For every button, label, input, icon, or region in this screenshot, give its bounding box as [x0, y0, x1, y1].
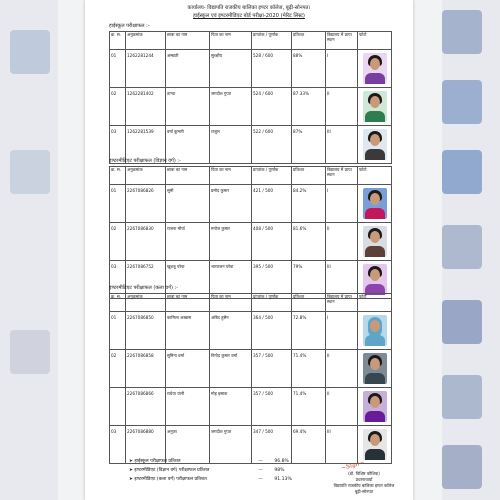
cell-rank: III [326, 261, 358, 299]
summary-value: 98% [274, 468, 285, 473]
cell-father: सुरक्षीय [210, 50, 252, 88]
cell-percent: 72.8% [292, 312, 326, 350]
arts-table [109, 293, 392, 464]
cell-percent: 79% [292, 261, 326, 299]
table-row [110, 350, 392, 388]
cell-name: अनुज़ा [166, 426, 210, 464]
col-header-roll: अनुक्रमांक [126, 32, 166, 50]
summary-dash: — [258, 468, 263, 473]
cell-marks: 395 / 500 [252, 261, 292, 299]
cell-rank: I [326, 312, 358, 350]
cell-name: राधेया यानी [166, 388, 210, 426]
background-photo-thumb [442, 80, 482, 124]
cell-marks: 357 / 500 [252, 350, 292, 388]
table-header-row [110, 294, 392, 312]
cell-photo [358, 126, 392, 164]
student-photo [363, 315, 387, 346]
summary-line [129, 476, 292, 482]
photo-face-shape [370, 96, 380, 108]
cell-name: तान्या [166, 88, 210, 126]
photo-body-shape [365, 208, 385, 219]
photo-face-shape [370, 231, 380, 243]
cell-rank: III [326, 426, 358, 464]
cell-name: कामिला अब्बास [166, 312, 210, 350]
cell-sn: 01 [110, 50, 126, 88]
cell-sn: 02 [110, 350, 126, 388]
cell-marks: 524 / 600 [252, 88, 292, 126]
summary-value: 96.8% [274, 459, 289, 464]
cell-roll: 2267086830 [126, 223, 166, 261]
col-header-father: पिता का नाम [210, 167, 252, 185]
cell-rank: II [326, 88, 358, 126]
cell-photo [358, 185, 392, 223]
cell-roll: 2267086880 [126, 426, 166, 464]
cell-rank: II [326, 350, 358, 388]
student-photo [363, 264, 387, 295]
col-header-percent: प्रतिशत [292, 294, 326, 312]
summary-line [129, 467, 285, 473]
cell-marks: 528 / 600 [252, 50, 292, 88]
summary-value: 91.13% [274, 477, 292, 482]
cell-photo [358, 50, 392, 88]
col-header-percent: प्रतिशत [292, 32, 326, 50]
cell-percent: 81.6% [292, 223, 326, 261]
bullet-icon: ➤ [129, 477, 135, 482]
col-header-marks: प्राप्तांक / पूर्णांक [252, 294, 292, 312]
cell-father: विनोद कुमार वर्मा [210, 350, 252, 388]
exam-heading: हाईस्कूल एवं इण्टरमीडिएट बोर्ड परीक्षा-2020 (मेरिट लिस्ट) [193, 13, 305, 19]
cell-sn: 01 [110, 185, 126, 223]
cell-father: जगदीश गुप्ता [210, 426, 252, 464]
background-photo-thumb [442, 225, 482, 269]
cell-sn: 02 [110, 88, 126, 126]
background-photo-thumb [442, 300, 482, 344]
col-header-photo: फोटो [358, 167, 392, 185]
cell-roll: 1262281244 [126, 50, 166, 88]
cell-marks: 357 / 500 [252, 388, 292, 426]
col-header-name: छात्रा का नाम [166, 294, 210, 312]
photo-face-shape [370, 358, 380, 370]
cell-photo [358, 388, 392, 426]
photo-face-shape [370, 193, 380, 205]
cell-percent: 88% [292, 50, 326, 88]
cell-percent: 87% [292, 126, 326, 164]
table-row [110, 88, 392, 126]
cell-sn: 03 [110, 126, 126, 164]
cell-marks: 347 / 500 [252, 426, 292, 464]
cell-name: अम्बाती [166, 50, 210, 88]
photo-body-shape [365, 373, 385, 384]
background-photo-thumb [10, 30, 50, 74]
photo-face-shape [370, 58, 380, 70]
bullet-icon: ➤ [129, 459, 135, 464]
col-header-roll: अनुक्रमांक [126, 294, 166, 312]
cell-sn: 02 [110, 223, 126, 261]
section-title-science: इण्टरमीडिएट परीक्षाफल (विज्ञान वर्ग) :- [109, 158, 181, 164]
cell-name: राजना मौर्या [166, 223, 210, 261]
cell-percent: 69.4% [292, 426, 326, 464]
table-row [110, 185, 392, 223]
cell-roll: 1262281539 [126, 126, 166, 164]
photo-body-shape [365, 411, 385, 422]
table-row [110, 223, 392, 261]
table-header-row [110, 167, 392, 185]
background-photo-thumb [442, 150, 482, 194]
cell-photo [358, 312, 392, 350]
signature-designation: प्रधानाचार्या [355, 477, 373, 482]
cell-marks: 421 / 500 [252, 185, 292, 223]
col-header-marks: प्राप्तांक / पूर्णांक [252, 167, 292, 185]
cell-father: मोह इसाक [210, 388, 252, 426]
cell-sn: 03 [110, 426, 126, 464]
photo-face-shape [370, 396, 380, 408]
table-row [110, 388, 392, 426]
cell-photo [358, 88, 392, 126]
photo-body-shape [365, 149, 385, 160]
background-photo-thumb [442, 375, 482, 419]
cell-rank: I [326, 185, 358, 223]
table-row [110, 312, 392, 350]
cell-marks: 522 / 600 [252, 126, 292, 164]
cell-father: मनोज कुमार [210, 223, 252, 261]
signature-name: (डॉ. विशिष्ट कौशिक) [348, 471, 380, 476]
photo-face-shape [370, 320, 380, 332]
cell-roll: 2267086826 [126, 185, 166, 223]
photo-body-shape [365, 73, 385, 84]
cell-percent: 71.4% [292, 388, 326, 426]
student-photo [363, 91, 387, 122]
signature-place: बूढ़ी-सोनपत [354, 489, 374, 494]
bullet-icon: ➤ [129, 468, 135, 473]
summary-label: इण्टरमीडिएट (कला वर्ग) परीक्षाफल प्रतिशत [134, 477, 207, 482]
cell-marks: 408 / 500 [252, 223, 292, 261]
cell-father: अबिद हुसैन [210, 312, 252, 350]
student-photo [363, 353, 387, 384]
col-header-rank: विद्यालय में प्राप्त स्थान [326, 167, 358, 185]
col-header-rank: विद्यालय में प्राप्त स्थान [326, 294, 358, 312]
photo-face-shape [370, 134, 380, 146]
highschool-table [109, 31, 392, 164]
science-table [109, 166, 392, 299]
cell-photo [358, 223, 392, 261]
office-heading: कार्यालय- विद्यापति राजकीय बालिका इण्टर कॉलेज, बूढ़ी-सोनपत। [187, 5, 311, 11]
col-header-father: पिता का नाम [210, 32, 252, 50]
section-title-arts: इण्टरमीडिएट परीक्षाफल (कला वर्ग) :- [109, 285, 179, 291]
photo-face-shape [370, 269, 380, 281]
cell-roll: 2267086866 [126, 388, 166, 426]
col-header-percent: प्रतिशत [292, 167, 326, 185]
cell-percent: 84.2% [292, 185, 326, 223]
col-header-name: छात्रा का नाम [166, 32, 210, 50]
col-header-sn: क्र. स. [110, 32, 126, 50]
col-header-sn: क्र. स. [110, 167, 126, 185]
cell-name: वर्षा कुमारी [166, 126, 210, 164]
cell-percent: 71.4% [292, 350, 326, 388]
col-header-photo: फोटो [358, 294, 392, 312]
photo-body-shape [365, 335, 385, 346]
cell-roll: 1262281402 [126, 88, 166, 126]
col-header-rank: विद्यालय में प्राप्त स्थान [326, 32, 358, 50]
col-header-father: पिता का नाम [210, 294, 252, 312]
cell-father: भारतजन परेवा [210, 261, 252, 299]
col-header-marks: प्राप्तांक / पूर्णांक [252, 32, 292, 50]
col-header-roll: अनुक्रमांक [126, 167, 166, 185]
cell-sn [110, 388, 126, 426]
signature-school: विद्यापति राजकीय बालिका इण्टर कॉलेज [333, 483, 395, 488]
cell-roll: 2267086858 [126, 350, 166, 388]
cell-sn: 03 [110, 261, 126, 299]
photo-body-shape [365, 111, 385, 122]
table-header-row [110, 32, 392, 50]
background-photo-thumb [10, 330, 50, 374]
cell-father: राजुल [210, 126, 252, 164]
summary-label: इण्टरमीडिएट (विज्ञान वर्ग) परीक्षाफल प्रतिशत [134, 468, 210, 473]
col-header-name: छात्रा का नाम [166, 167, 210, 185]
student-photo [363, 53, 387, 84]
cell-percent: 87.33% [292, 88, 326, 126]
cell-rank: II [326, 223, 358, 261]
summary-label: हाईस्कूल परीक्षाफल प्रतिशत [134, 459, 181, 464]
cell-rank: II [326, 388, 358, 426]
student-photo [363, 188, 387, 219]
cell-roll: 2267086752 [126, 261, 166, 299]
student-photo [363, 226, 387, 257]
cell-name: सुमिना वर्मा [166, 350, 210, 388]
photo-face-shape [370, 434, 380, 446]
student-photo [363, 129, 387, 160]
cell-roll: 2267086850 [126, 312, 166, 350]
cell-name: खुशबू परेवा [166, 261, 210, 299]
cell-marks: 364 / 500 [252, 312, 292, 350]
cell-rank: III [326, 126, 358, 164]
col-header-photo: फोटो [358, 32, 392, 50]
table-row [110, 50, 392, 88]
background-photo-thumb [442, 445, 482, 489]
background-blur-left [0, 0, 58, 500]
student-photo [363, 391, 387, 422]
cell-sn: 01 [110, 312, 126, 350]
merit-list-document [85, 0, 413, 500]
cell-name: सुमी [166, 185, 210, 223]
background-photo-thumb [442, 10, 482, 54]
summary-line [129, 458, 289, 464]
col-header-sn: क्र. स. [110, 294, 126, 312]
cell-father: जगदीश गुप्ता [210, 88, 252, 126]
section-title-highschool: हाईस्कूल परीक्षाफल :- [109, 23, 150, 29]
cell-rank: I [326, 50, 358, 88]
summary-dash: — [258, 459, 263, 464]
photo-body-shape [365, 246, 385, 257]
background-photo-thumb [10, 150, 50, 194]
cell-father: प्रमोद कुमार [210, 185, 252, 223]
signature-scribble: ~Sign~ [340, 459, 366, 472]
cell-photo [358, 350, 392, 388]
summary-dash: — [258, 477, 263, 482]
